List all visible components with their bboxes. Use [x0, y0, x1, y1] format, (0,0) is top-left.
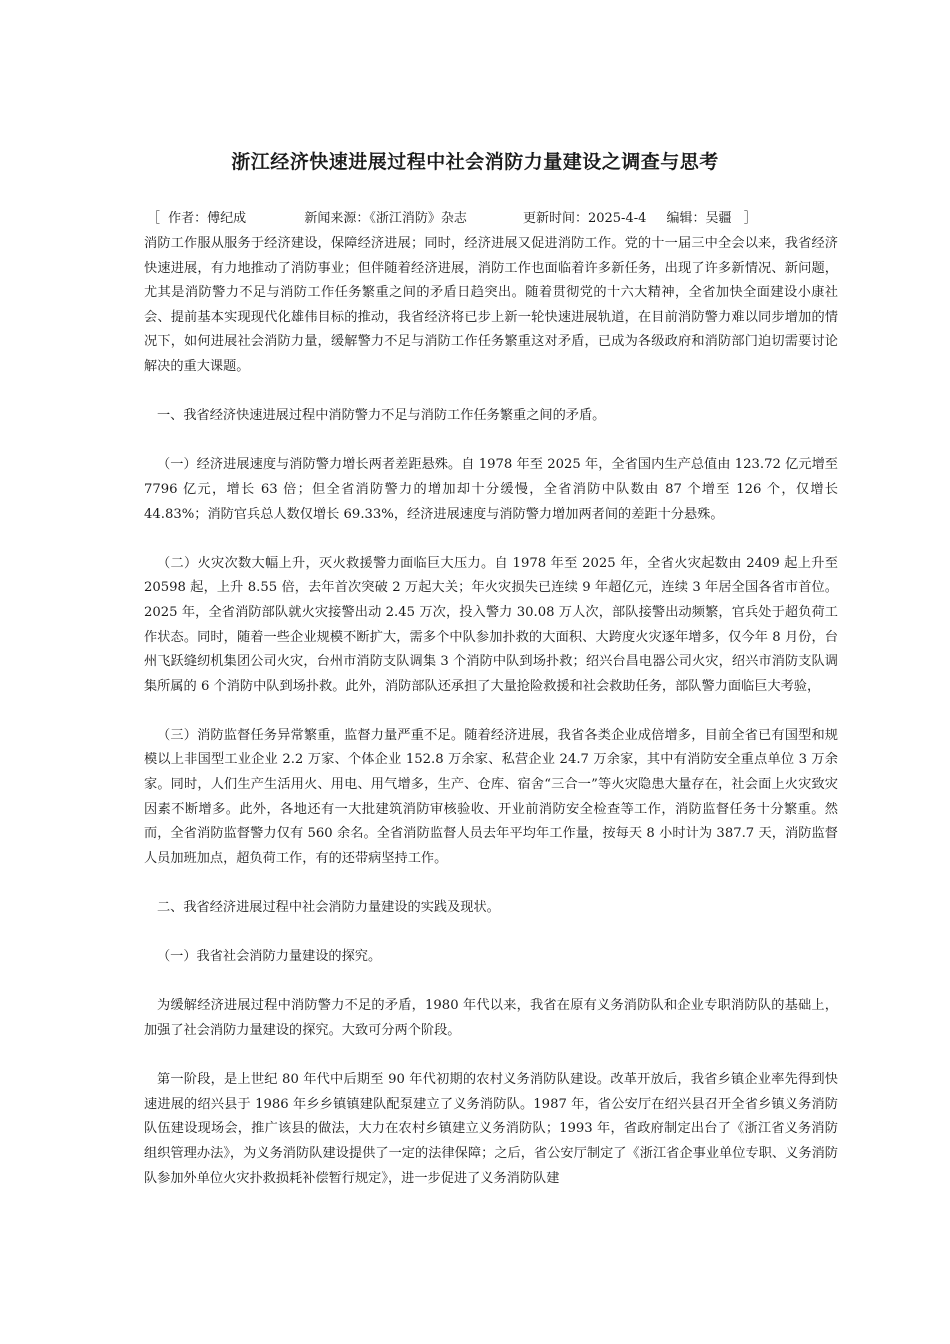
paragraph-1-1: （一）经济进展速度与消防警力增长两者差距悬殊。自 1978 年至 2025 年，全省国内生产总值由 123.72 亿元增至 7796 亿元，增长 63 倍；但全省消防警力的增加却十分缓慢，全省消防中队数由 87 个增至 126 个，仅增长 44.83%；消防官兵总人数仅增长 69.33%，经济进展速度与消防警力增加两者间的差距十分悬殊。 [144, 457, 838, 522]
paragraph-2-1-stage-1: 第一阶段，是上世纪 80 年代中后期至 90 年代初期的农村义务消防队建设。改革开放后，我省乡镇企业率先得到快速进展的绍兴县于 1986 年乡乡镇镇建队配泵建立了义务消防队。1987 年，省公安厅在绍兴县召开全省乡镇义务消防队伍建设现场会，推广该县的做法，大力在农村乡镇建立义务消防队；1993 年，省政府制定出台了《浙江省义务消防组织管理办法》，为义务消防队建设提供了一定的法律保障；之后，省公安厅制定了《浙江省企事业单位专职、义务消防队参加外单位火灾扑救损耗补偿暂行规定》，进一步促进了义务消防队建 [144, 1072, 838, 1186]
meta-open-bracket: ［ [147, 211, 161, 226]
section-heading-2: 二、我省经济进展过程中社会消防力量建设的实践及现状。 [157, 900, 500, 916]
article-body [144, 232, 838, 1191]
section-heading-1: 一、我省经济快速进展过程中消防警力不足与消防工作任务繁重之间的矛盾。 [157, 408, 606, 424]
paragraph-intro: 消防工作服从服务于经济建设，保障经济进展；同时，经济进展又促进消防工作。党的十一届三中全会以来，我省经济快速进展，有力地推动了消防事业；但伴随着经济进展，消防工作也面临着许多新任务，出现了许多新情况、新问题，尤其是消防警力不足与消防工作任务繁重之间的矛盾日趋突出。随着贯彻党的十六大精神，全省加快全面建设小康社会、提前基本实现现代化雄伟目标的推动，我省经济将已步上新一轮快速进展轨道，在目前消防警力难以同步增加的情况下，如何进展社会消防力量，缓解警力不足与消防工作任务繁重这对矛盾，已成为各级政府和消防部门迫切需要讨论解决的重大课题。 [144, 236, 838, 374]
meta-close-bracket: ］ [743, 211, 757, 226]
meta-editor: 编辑：吴疆 [666, 211, 732, 226]
meta-updated: 更新时间：2025-4-4 [522, 211, 647, 226]
document-title: 浙江经济快速进展过程中社会消防力量建设之调查与思考 [231, 151, 719, 173]
meta-source: 新闻来源：《浙江消防》杂志 [304, 211, 467, 226]
paragraph-2-1-intro: 为缓解经济进展过程中消防警力不足的矛盾，1980 年代以来，我省在原有义务消防队和企业专职消防队的基础上，加强了社会消防力量建设的探究。大致可分两个阶段。 [144, 998, 838, 1038]
subsection-heading-2-1: （一）我省社会消防力量建设的探究。 [157, 949, 382, 965]
paragraph-1-2: （二）火灾次数大幅上升，灭火救援警力面临巨大压力。自 1978 年至 2025 年，全省火灾起数由 2409 起上升至 20598 起，上升 8.55 倍，去年首次突破 2 万起大关；年火灾损失已连续 9 年超亿元，连续 3 年居全国各省市首位。2025 年，全省消防部队就火灾接警出动 2.45 万次，投入警力 30.08 万人次，部队接警出动频繁，官兵处于超负荷工作状态。同时，随着一些企业规模不断扩大，需多个中队参加扑救的大面积、大跨度火灾逐年增多，仅今年 8 月份，台州飞跃缝纫机集团公司火灾，台州市消防支队调集 3 个消防中队到场扑救；绍兴台昌电器公司火灾，绍兴市消防支队调集所属的 6 个消防中队到场扑救。此外，消防部队还承担了大量抢险救援和社会救助任务，部队警力面临巨大考验， [144, 555, 838, 694]
meta-author: 作者：傅纪成 [168, 211, 247, 226]
article-meta [147, 207, 847, 226]
paragraph-1-3: （三）消防监督任务异常繁重，监督力量严重不足。随着经济进展，我省各类企业成倍增多，目前全省已有国型和规模以上非国型工业企业 2.2 万家、个体企业 152.8 万余家、私营企业 24.7 万余家，其中有消防安全重点单位 3 万余家。同时，人们生产生活用火、用电、用气增多，生产、仓库、宿舍“三合一”等火灾隐患大量存在，社会面上火灾致灾因素不断增多。此外，各地还有一大批建筑消防审核验收、开业前消防安全检查等工作，消防监督任务十分繁重。然而，全省消防监督警力仅有 560 余名。全省消防监督人员去年平均年工作量，按每天 8 小时计为 387.7 天，消防监督人员加班加点，超负荷工作，有的还带病坚持工作。 [144, 727, 838, 866]
